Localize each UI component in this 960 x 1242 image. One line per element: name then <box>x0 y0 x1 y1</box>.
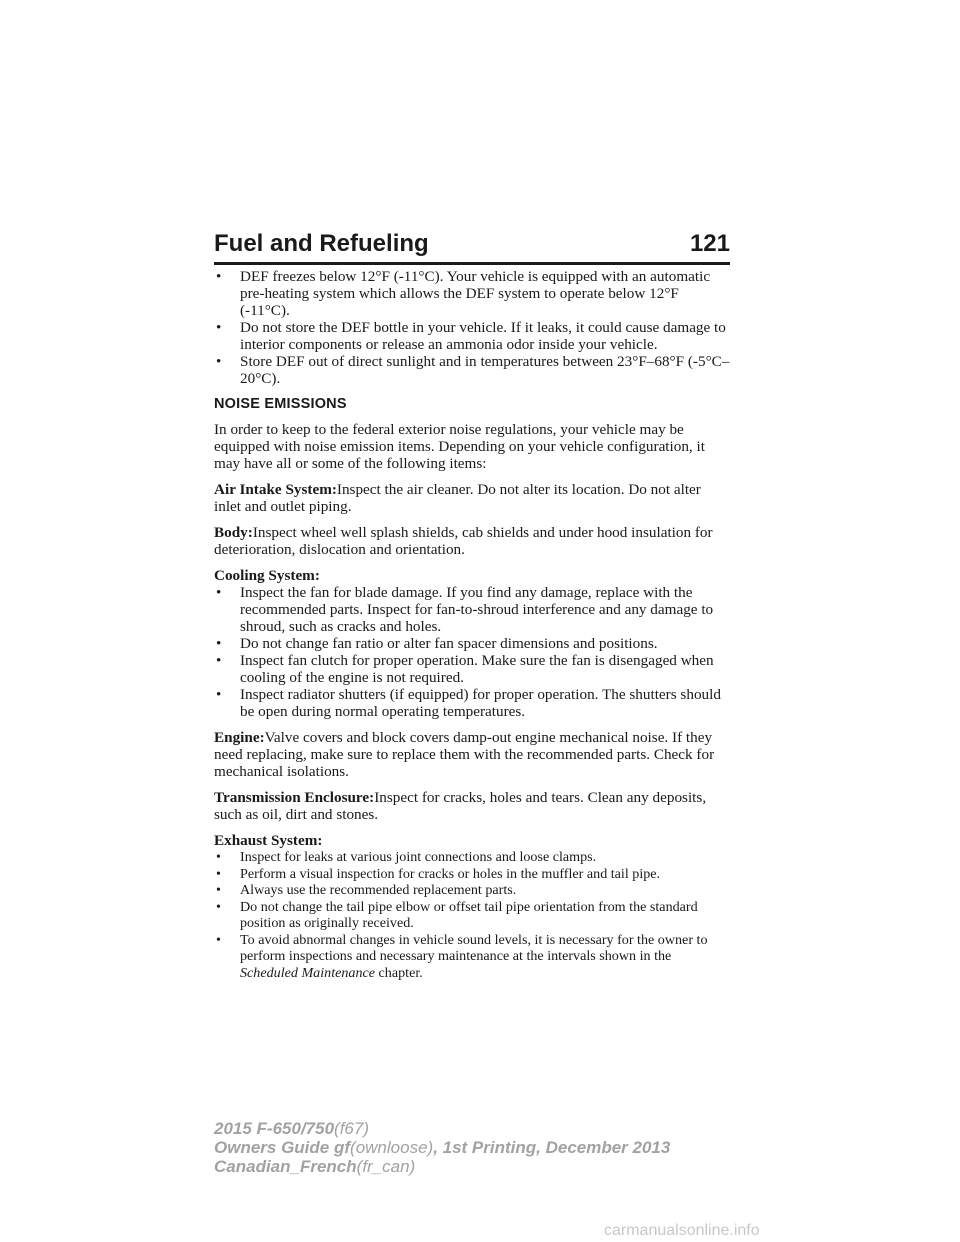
bullet-text: Do not change the tail pipe elbow or offset tail pipe orientation from the standard position as originally received. <box>240 898 698 931</box>
footer-printing: , 1st Printing, December 2013 <box>433 1138 671 1157</box>
list-item <box>214 932 730 982</box>
term-text: Inspect for cracks, holes and tears. Clean any deposits, such as oil, dirt and stones. <box>214 789 707 823</box>
body-paragraph <box>214 524 730 558</box>
footer-model-code: (f67) <box>334 1119 370 1138</box>
term-text: Inspect wheel well splash shields, cab shields and under hood insulation for deterioration, dislocation and orientation. <box>214 524 713 558</box>
list-item <box>214 635 730 652</box>
term-text: Valve covers and block covers damp-out engine mechanical noise. If they need replacing, make sure to replace them with the recommended parts. Check for mechanical isolations. <box>214 729 715 780</box>
cooling-system-label: Cooling System: <box>214 567 320 584</box>
list-item <box>214 866 730 883</box>
bullet-text: Always use the recommended replacement parts. <box>240 882 517 898</box>
bullet-text: To avoid abnormal changes in vehicle sound levels, it is necessary for the owner to perform inspections and necessary maintenance at the intervals shown in the <box>240 931 708 964</box>
bullet-icon: • <box>216 931 221 948</box>
list-item <box>214 899 730 932</box>
bullet-icon: • <box>216 635 222 652</box>
section-heading: NOISE EMISSIONS <box>214 396 347 412</box>
list-item <box>214 686 730 720</box>
header-rule <box>214 262 730 265</box>
bullet-icon: • <box>216 849 221 865</box>
bullet-text: Do not change fan ratio or alter fan spacer dimensions and positions. <box>240 635 658 652</box>
term-label: Air Intake System: <box>214 481 337 498</box>
list-item <box>214 652 730 686</box>
watermark-link[interactable]: carmanualsonline.info <box>604 1222 760 1239</box>
bullet-text: Inspect the fan for blade damage. If you find any damage, replace with the recommended parts. Inspect for fan-to-shroud interference and any damage to shroud, such as cracks and holes. <box>240 584 714 635</box>
term-text: Inspect the air cleaner. Do not alter its location. Do not alter inlet and outlet piping. <box>214 481 701 515</box>
bullet-text: Perform a visual inspection for cracks or holes in the muffler and tail pipe. <box>240 865 661 882</box>
list-item <box>214 584 730 635</box>
intro-paragraph: In order to keep to the federal exterior noise regulations, your vehicle may be equipped with noise emission items. Depending on your vehicle configuration, it may have all or some of the following items: <box>214 421 705 472</box>
bullet-icon: • <box>216 652 222 669</box>
bullet-text: DEF freezes below 12°F (-11°C). Your vehicle is equipped with an automatic pre-heating system which allows the DEF system to operate below 12°F (-11°C). <box>240 268 711 319</box>
footer-language-code: (fr_can) <box>356 1157 416 1176</box>
footer-line-3 <box>214 1157 814 1176</box>
bullet-icon: • <box>216 268 222 285</box>
term-label: Transmission Enclosure: <box>214 789 375 806</box>
bullet-icon: • <box>216 865 221 882</box>
list-item <box>214 882 730 899</box>
document-footer <box>214 1119 814 1176</box>
bullet-icon: • <box>216 584 222 601</box>
page-header <box>214 226 730 262</box>
bullet-text: Inspect for leaks at various joint connections and loose clamps. <box>240 849 597 865</box>
transmission-paragraph <box>214 789 730 823</box>
footer-guide-type: (ownloose) <box>350 1138 434 1157</box>
list-item <box>214 268 730 319</box>
bullet-icon: • <box>216 319 222 336</box>
air-intake-paragraph <box>214 481 730 515</box>
term-label: Engine: <box>214 729 265 746</box>
cooling-bullet-list <box>214 584 730 720</box>
engine-paragraph <box>214 729 730 780</box>
page-content <box>214 268 730 990</box>
list-item <box>214 319 730 353</box>
bullet-text: Store DEF out of direct sunlight and in temperatures between 23°F–68°F (-5°C–20°C). <box>240 353 730 387</box>
footer-line-2 <box>214 1138 814 1157</box>
footer-line-1 <box>214 1119 814 1138</box>
list-item <box>214 353 730 387</box>
exhaust-system-label: Exhaust System: <box>214 832 323 849</box>
chapter-reference: Scheduled Maintenance <box>240 964 376 981</box>
bullet-icon: • <box>216 353 222 370</box>
bullet-text: Inspect radiator shutters (if equipped) for proper operation. The shutters should be open during normal operating temperatures. <box>240 686 721 720</box>
bullet-icon: • <box>216 882 221 898</box>
def-bullet-list <box>214 268 730 387</box>
footer-model: 2015 F-650/750 <box>214 1119 335 1138</box>
bullet-icon: • <box>216 686 222 703</box>
bullet-text: Do not store the DEF bottle in your vehicle. If it leaks, it could cause damage to interior components or release an ammonia odor inside your vehicle. <box>240 319 726 353</box>
bullet-icon: • <box>216 898 221 915</box>
chapter-title: Fuel and Refueling <box>214 230 429 257</box>
bullet-text-suffix: chapter. <box>378 964 423 981</box>
exhaust-bullet-list <box>214 849 730 981</box>
list-item <box>214 849 730 866</box>
footer-language: Canadian_French <box>214 1157 357 1176</box>
term-label: Body: <box>214 524 253 541</box>
page-number: 121 <box>689 230 730 257</box>
bullet-text: Inspect fan clutch for proper operation. Make sure the fan is disengaged when cooling of the engine is not required. <box>240 652 714 686</box>
footer-guide: Owners Guide gf <box>214 1138 351 1157</box>
